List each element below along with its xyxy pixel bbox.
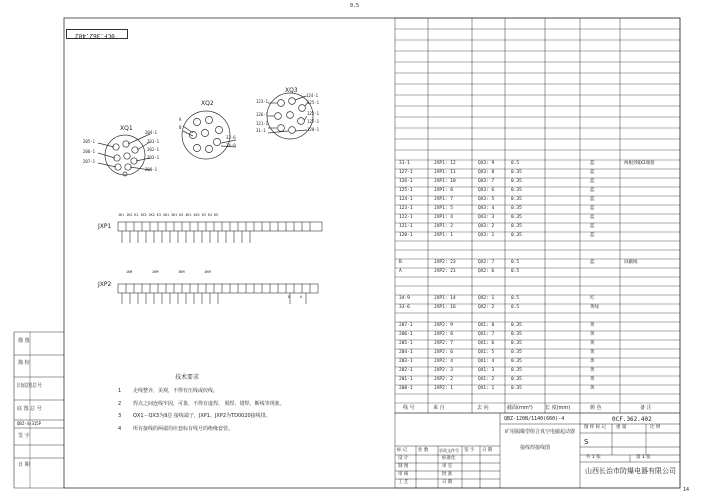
wire-cell: QX3: 5 — [478, 197, 495, 202]
wire-cell: 红 — [590, 296, 595, 301]
wire-cell: JXP2: 9 — [434, 323, 453, 328]
sign-role: 批 准 — [442, 472, 453, 477]
xq3-label: 126-1 — [256, 112, 269, 117]
sign-role: 日 期 — [442, 480, 453, 485]
rotated-code-box: 0CF.362.402 — [66, 29, 128, 39]
wire-cell: 黄 — [590, 359, 595, 364]
xq1-label: 206-1 — [83, 149, 96, 154]
wire-cell: 0.35 — [511, 179, 522, 184]
wire-cell: QX2: 6 — [478, 269, 495, 274]
wire-cell: QX1: 6 — [478, 341, 495, 346]
rev-date: 日 期 — [482, 448, 493, 453]
tech-item: 所有接线的两端均应套标有线号的绝缘套管。 — [133, 426, 234, 432]
wire-cell: 0.5 — [511, 269, 520, 274]
wire-cell: JXP2: 6 — [434, 350, 453, 355]
wire-cell: 两根到QX3端接 — [624, 161, 655, 166]
header-to: 去 向 — [477, 405, 489, 411]
wire-cell: 127-1 — [399, 170, 413, 175]
wire-cell: JXP2: 8 — [434, 332, 453, 337]
product-name: 矿用隔爆型组合真空电磁起动器 — [505, 429, 576, 435]
sign-role: 审 核 — [398, 472, 409, 477]
label-date: 日 期 — [18, 462, 30, 468]
wire-cell: A — [399, 269, 402, 274]
wire-cell: 0.35 — [511, 332, 522, 337]
wire-cell: 0.35 — [511, 350, 522, 355]
wire-cell: 蓝 — [590, 170, 595, 175]
wire-cell: 蓝 — [590, 179, 595, 184]
wire-cell: JXP1: 1 — [434, 233, 453, 238]
wire-cell: QX2: 7 — [478, 260, 495, 265]
wire-cell: JXP2: 3 — [434, 368, 453, 373]
xq2-label: 33-6 — [226, 135, 236, 140]
jxp2-right-labels: 8 A — [288, 295, 303, 299]
wire-cell: 0.35 — [511, 188, 522, 193]
xq2-label: B — [179, 125, 182, 130]
wire-cell: 蓝 — [590, 215, 595, 220]
xq1-label: 202-1 — [147, 147, 160, 152]
wire-cell: 0.5 — [511, 260, 520, 265]
wire-cell: 0.35 — [511, 359, 522, 364]
wire-cell: 208-1 — [399, 386, 413, 391]
sign-role: 工 艺 — [398, 480, 409, 485]
stage-mark: S — [584, 438, 589, 446]
wire-cell: JXP2: 7 — [434, 341, 453, 346]
xq1-label: 203-1 — [147, 155, 160, 160]
xq2-label: 34-9 — [226, 143, 236, 148]
wire-cell: 0.35 — [511, 341, 522, 346]
rev-mark: 标 记 — [397, 448, 408, 453]
wire-cell: 0.35 — [511, 170, 522, 175]
wire-cell: JXP1: 14 — [434, 296, 456, 301]
wire-cell: 207-1 — [399, 323, 413, 328]
sign-role: 审 定 — [442, 464, 453, 469]
sheet-number: 第 1 张 — [636, 455, 651, 460]
wire-cell: 黄 — [590, 350, 595, 355]
sheet-total: 共 1 张 — [586, 455, 601, 460]
wire-cell: 203-1 — [399, 359, 413, 364]
xq1-label: 201-1 — [147, 139, 160, 144]
jxp1-title: JXP1 — [98, 223, 112, 230]
wire-cell: QX3: 2 — [478, 224, 495, 229]
wire-cell: 0.35 — [511, 386, 522, 391]
wire-cell: QX2: 2 — [478, 305, 495, 310]
wire-cell: QX3: 3 — [478, 215, 495, 220]
wire-cell: JXP2: 1 — [434, 386, 453, 391]
corner-mark: 14 — [683, 487, 690, 493]
label-trace-check: 描 校 — [18, 360, 30, 366]
wire-cell: 202-1 — [399, 368, 413, 373]
wire-cell: 0.35 — [511, 377, 522, 382]
weight-label: 重 量 — [616, 425, 627, 430]
wire-cell: 黄 — [590, 332, 595, 337]
wire-cell: B — [399, 260, 402, 265]
wire-cell: 121-1 — [399, 224, 413, 229]
label-trace: 描 图 — [18, 338, 30, 344]
wire-cell: 124-1 — [399, 197, 413, 202]
wire-cell: JXP1: 2 — [434, 224, 453, 229]
wire-cell: 0.35 — [511, 323, 522, 328]
wire-cell: 0.35 — [511, 197, 522, 202]
xq2-title: XQ2 — [201, 100, 214, 107]
wire-cell: QX3: 8 — [478, 170, 495, 175]
sign-role: 标准化 — [442, 456, 456, 461]
company-name: 山西长治市防爆电器有限公司 — [585, 467, 676, 475]
wire-cell: QX1: 2 — [478, 377, 495, 382]
xq3-label: 127-1 — [307, 119, 320, 124]
xq3-label: 121-1 — [256, 121, 269, 126]
sign-role: 制 图 — [398, 464, 409, 469]
xq3-label: 122-1 — [307, 111, 320, 116]
rev-file: 更改文件号 — [439, 448, 459, 453]
rev-sign: 签 字 — [464, 448, 475, 453]
wire-cell: QX3: 7 — [478, 179, 495, 184]
wire-cell: 0.5 — [511, 296, 520, 301]
wire-cell: 黄绿 — [590, 305, 599, 310]
header-from: 来 自 — [433, 405, 445, 411]
drawing-name: 接线焊接线图 — [520, 445, 551, 451]
model-text: QBZ-120B/1140(660)-4 — [504, 416, 565, 422]
wire-cell: 205-1 — [399, 341, 413, 346]
wire-cell: 123-1 — [399, 206, 413, 211]
tech-num: 2 — [118, 401, 122, 407]
xq1-label: 207-1 — [83, 159, 96, 164]
header-length: 长 度(mm) — [545, 405, 571, 411]
xq1-label: 204-1 — [145, 130, 158, 135]
xq3-label: 120-1 — [307, 127, 320, 132]
wire-cell: JXP1: 5 — [434, 206, 453, 211]
jxp2-top-labels: 1KM 2KM 3KM 4KM — [126, 270, 211, 274]
label-model-ref: QBZ-4×315P — [17, 421, 42, 426]
xq1-label: 205-1 — [83, 139, 96, 144]
wire-cell: QX1: 8 — [478, 323, 495, 328]
wire-cell: 屏蔽线 — [624, 260, 638, 265]
wire-cell: 0.35 — [511, 215, 522, 220]
wire-cell: 33-6 — [399, 305, 410, 310]
wire-cell: 204-1 — [399, 350, 413, 355]
wire-cell: 31-1 — [399, 161, 410, 166]
wire-cell: 黄 — [590, 341, 595, 346]
top-mark: 0.5 — [350, 3, 360, 9]
wire-cell: QX3: 9 — [478, 161, 495, 166]
wire-cell: JXP2: 2 — [434, 377, 453, 382]
wire-cell: QX2: 1 — [478, 296, 495, 301]
wire-cell: 黄 — [590, 368, 595, 373]
wire-cell: JXP2: 21 — [434, 269, 456, 274]
wire-cell: JXP1: 16 — [434, 305, 456, 310]
wire-cell: 黄 — [590, 323, 595, 328]
xq3-title: XQ3 — [285, 87, 298, 94]
wire-cell: 蓝 — [590, 233, 595, 238]
wire-cell: 黄 — [590, 386, 595, 391]
tech-title: 技术要求 — [175, 374, 200, 381]
tech-num: 3 — [118, 413, 122, 419]
wire-cell: QX1: 1 — [478, 386, 495, 391]
label-base-no: 底 图 总 号 — [17, 406, 42, 412]
wire-cell: QX1: 7 — [478, 332, 495, 337]
jxp2-title: JXP2 — [98, 281, 112, 288]
header-wire-no: 线 号 — [403, 405, 415, 411]
wire-cell: JXP1: 8 — [434, 188, 453, 193]
tech-item: QX1－QX3为9芯 接线端子，JXP1、JXP2为TD0020接线排。 — [133, 413, 271, 419]
xq3-label: 125-1 — [307, 100, 320, 105]
wire-cell: 0.35 — [511, 224, 522, 229]
xq2-label: A — [179, 117, 182, 122]
wire-cell: 0.5 — [511, 305, 520, 310]
wire-cell: 34-9 — [399, 296, 410, 301]
wire-cell: 125-1 — [399, 188, 413, 193]
xq1-title: XQ1 — [120, 125, 133, 132]
wire-cell: JXP1: 7 — [434, 197, 453, 202]
tech-num: 4 — [118, 426, 122, 432]
wire-cell: JXP1: 12 — [434, 161, 456, 166]
xq3-label: 124-1 — [306, 93, 319, 98]
wire-cell: QX3: 6 — [478, 188, 495, 193]
wire-cell: 122-1 — [399, 215, 413, 220]
wire-cell: 201-1 — [399, 377, 413, 382]
wire-cell: 蓝 — [590, 188, 595, 193]
tech-num: 1 — [118, 388, 122, 394]
xq3-label: 123-1 — [256, 99, 269, 104]
wire-cell: QX1: 4 — [478, 359, 495, 364]
xq3-label: 31-1 — [256, 128, 266, 133]
wire-cell: 120-1 — [399, 233, 413, 238]
header-section: 截面(mm²) — [507, 405, 533, 411]
wire-cell: QX3: 1 — [478, 233, 495, 238]
wire-cell: JXP2: 23 — [434, 260, 456, 265]
label-old-base: 旧底图总号 — [17, 383, 43, 389]
jxp1-top-labels: 1K1 1K2 K1 2K3 2K2 K3 4K1 3K1 K5 4K1 4K2 K3 K4 K5 — [118, 213, 219, 217]
wire-cell: 0.35 — [511, 233, 522, 238]
header-note: 备 注 — [640, 405, 652, 411]
rev-count: 处 数 — [418, 448, 429, 453]
wire-cell: 蓝 — [590, 197, 595, 202]
wire-cell: 0.5 — [511, 161, 520, 166]
wire-cell: JXP1: 10 — [434, 179, 456, 184]
wire-cell: 0.35 — [511, 368, 522, 373]
wire-cell: 0.35 — [511, 206, 522, 211]
tech-item: 走线整齐，美观，不得有压线或绞线。 — [133, 388, 219, 394]
wire-cell: 蓝 — [590, 224, 595, 229]
drawing-code: 0CF.362.402 — [612, 416, 652, 423]
sign-role: 设 计 — [398, 456, 409, 461]
xq1-label: 208-1 — [145, 167, 158, 172]
wire-cell: JXP1: 11 — [434, 170, 456, 175]
tech-item: 焊点之间连线牢固，可靠，不得有虚焊、 脱焊、错焊、断线等现象。 — [133, 401, 285, 407]
wire-cell: JXP1: 4 — [434, 215, 453, 220]
wire-cell: 蓝 — [590, 260, 595, 265]
wire-cell: QX3: 4 — [478, 206, 495, 211]
wire-cell: JXP2: 4 — [434, 359, 453, 364]
label-sign: 签 字 — [18, 433, 30, 439]
wire-cell: 蓝 — [590, 161, 595, 166]
wire-cell: 206-1 — [399, 332, 413, 337]
wire-cell: 126-1 — [399, 179, 413, 184]
header-color: 颜 色 — [590, 405, 602, 411]
wire-cell: 蓝 — [590, 206, 595, 211]
wire-cell: 黄 — [590, 377, 595, 382]
wire-cell: QX1: 3 — [478, 368, 495, 373]
scale-label: 比 例 — [650, 425, 661, 430]
stage-label: 图 样 标 记 — [584, 425, 607, 430]
wire-cell: QX1: 5 — [478, 350, 495, 355]
